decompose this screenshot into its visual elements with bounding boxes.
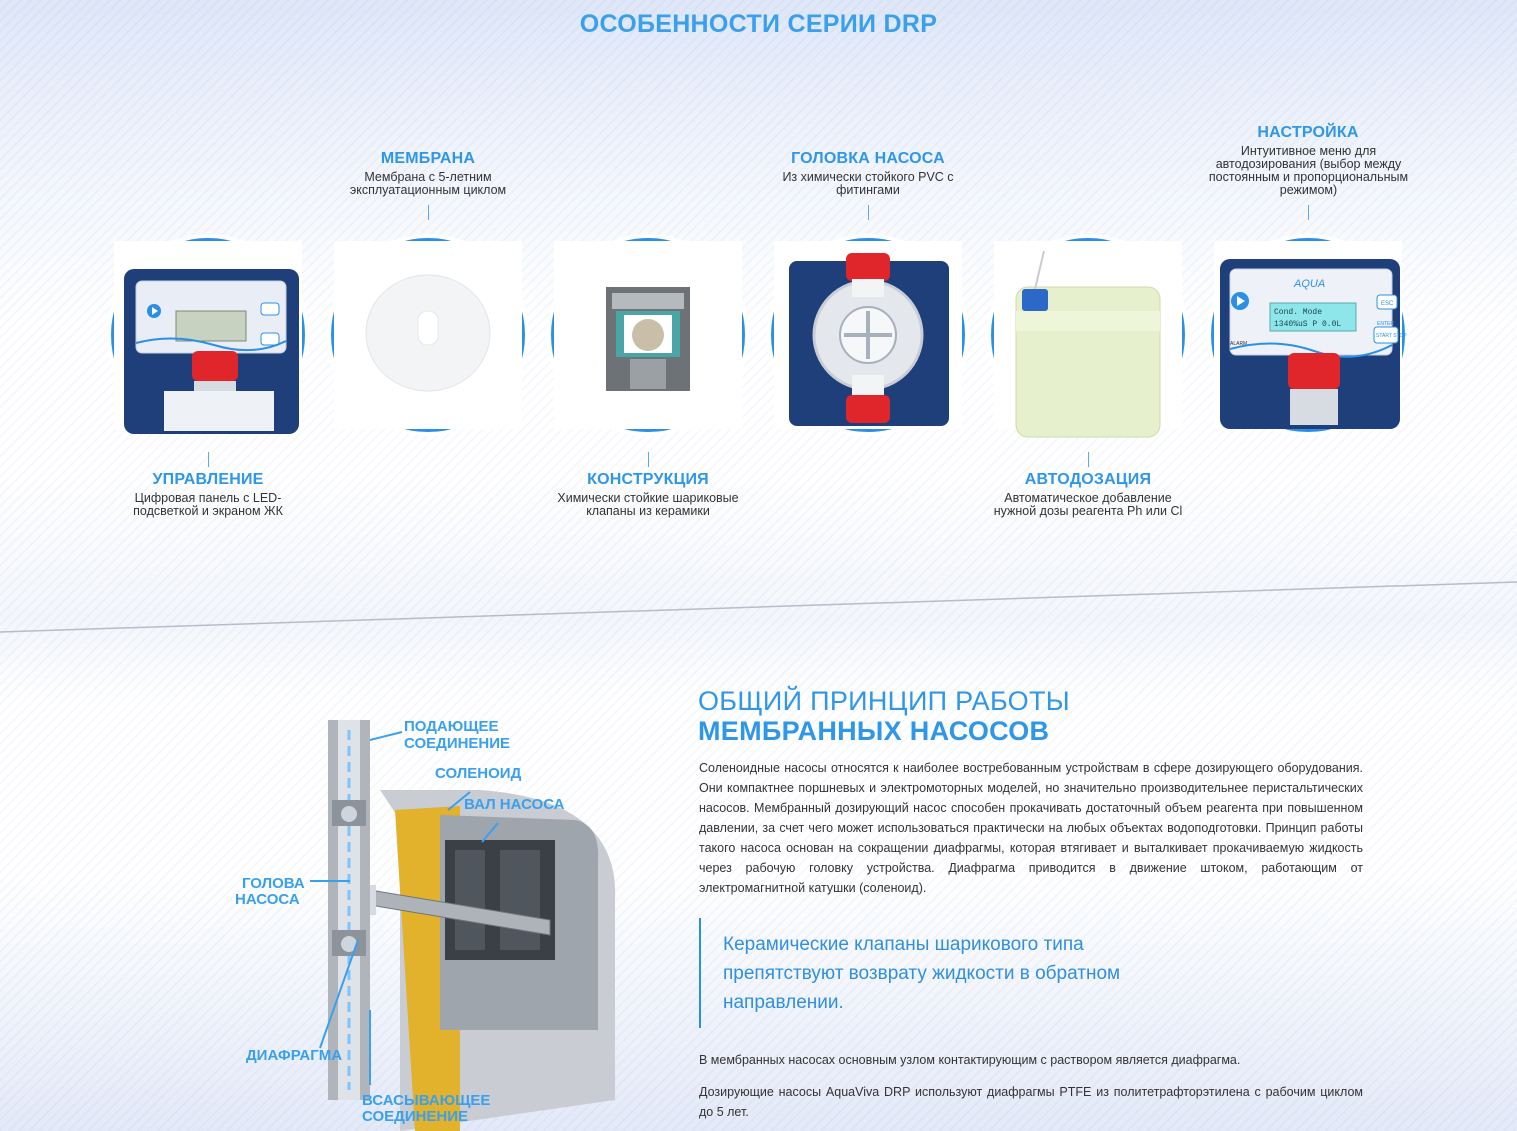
section-title: ОСОБЕННОСТИ СЕРИИ DRP <box>579 10 938 38</box>
connector-line <box>1088 452 1089 467</box>
settings-panel-image <box>1211 238 1405 432</box>
connector-line <box>428 205 429 220</box>
label-inlet-1: ВСАСЫВАЮЩЕЕ <box>362 1092 491 1109</box>
feature-settings-name: НАСТРОЙКА <box>1257 124 1359 141</box>
feature-pump-head-desc: Из химически стойкого PVC с фитингами <box>782 170 954 197</box>
quote-text: Керамические клапаны шарикового типа препятствуют возврату жидкости в обратном направлении. <box>723 934 1121 1013</box>
feature-autodosing-desc: Автоматическое добавление нужной дозы реагента Ph или Cl <box>993 491 1183 518</box>
membrane-image <box>331 238 525 432</box>
lcd-line-1: Cond. Mode <box>1274 308 1323 317</box>
feature-settings <box>1178 124 1438 197</box>
start-stop-button-label: START STOP <box>1376 333 1407 339</box>
connector-line <box>1308 205 1309 220</box>
label-shaft: ВАЛ НАСОСА <box>464 796 565 813</box>
feature-membrane <box>298 150 558 197</box>
connector-line <box>868 205 869 220</box>
alarm-label: ALARM <box>1230 341 1248 347</box>
lcd-line-2: 1340%uS P 0.0L <box>1274 320 1342 329</box>
section-divider <box>0 560 1517 640</box>
ptfe-paragraph: Дозирующие насосы AquaViva DRP используют диафрагмы PTFE из политетрафторэтилена с рабочим циклом до 5 лет. <box>699 1085 1363 1119</box>
feature-membrane-desc: Мембрана с 5-летним эксплуатационным циклом <box>349 170 507 197</box>
principle-title-line2: МЕМБРАННЫХ НАСОСОВ <box>698 716 1050 746</box>
quote-block <box>699 918 1151 1028</box>
feature-pump-head-name: ГОЛОВКА НАСОСА <box>791 150 945 167</box>
pump-head-image <box>771 238 965 432</box>
feature-autodosing <box>958 471 1218 518</box>
feature-pump-head <box>738 150 998 197</box>
connector-line <box>208 452 209 467</box>
label-outlet-1: ПОДАЮЩЕЕ <box>404 718 499 735</box>
autodosing-canister-image <box>991 238 1185 432</box>
label-solenoid: СОЛЕНОИД <box>435 765 522 782</box>
esc-button-label: ESC <box>1381 301 1394 307</box>
pump-cross-section-diagram <box>230 700 630 1131</box>
label-head-1: ГОЛОВА <box>242 875 305 892</box>
feature-settings-desc: Интуитивное меню для автодозирования (выбор между постоянным и пропорциональным режимом) <box>1208 144 1409 197</box>
feature-autodosing-name: АВТОДОЗАЦИЯ <box>1024 471 1152 488</box>
control-panel-image <box>111 238 305 432</box>
feature-control-desc: Цифровая панель с LED-подсветкой и экраном ЖК <box>133 491 283 518</box>
feature-membrane-name: МЕМБРАНА <box>380 150 476 167</box>
valve-construction-image <box>551 238 745 432</box>
enter-button-label: ENTER <box>1377 321 1394 327</box>
label-inlet-2: СОЕДИНЕНИЕ <box>362 1108 469 1125</box>
feature-construction <box>518 471 778 518</box>
diaphragm-paragraph: В мембранных насосах основным узлом контактирующим с раствором является диафрагма. <box>699 1053 1241 1067</box>
feature-construction-name: КОНСТРУКЦИЯ <box>587 471 709 488</box>
brand-logo-text: AQUA <box>1294 278 1326 290</box>
principle-body-text: Соленоидные насосы относятся к наиболее востребованным устройствам в сфере дозирующего оборудования. Они компактнее поршневых и электромоторных моделей, но значительно производительнее перистальтических насосов. Мембранный дозирующий насос способен прокачивать достаточный объем реагента при повышенном давлении, за счет чего может использоваться практически на любых объектах водоподготовки. Принцип работы такого насоса основан на сокращении диафрагмы, которая втягивает и выталкивает прокачиваемую жидкость через рабочую головку устройства. Диафрагма приводится в движение штоком, работающим от электромагнитной катушки (соленоид). <box>699 761 1363 895</box>
feature-control <box>78 471 338 518</box>
label-head-2: НАСОСА <box>235 891 300 908</box>
feature-control-name: УПРАВЛЕНИЕ <box>152 471 264 488</box>
label-diaphragm: ДИАФРАГМА <box>246 1047 343 1064</box>
label-outlet-2: СОЕДИНЕНИЕ <box>404 735 511 752</box>
connector-line <box>648 452 649 467</box>
principle-title-line1: ОБЩИЙ ПРИНЦИП РАБОТЫ <box>698 686 1070 716</box>
feature-construction-desc: Химически стойкие шариковые клапаны из керамики <box>557 491 739 518</box>
